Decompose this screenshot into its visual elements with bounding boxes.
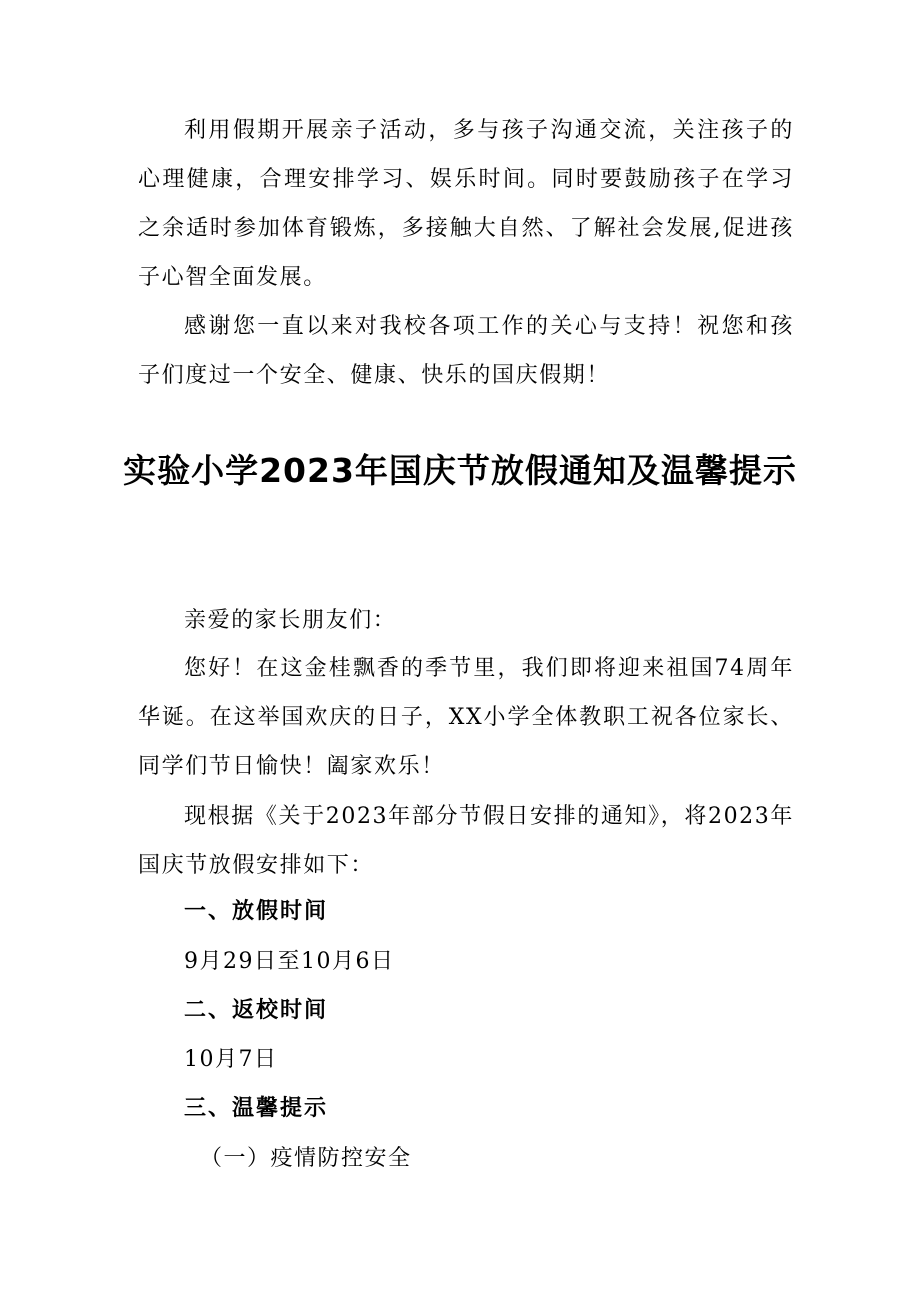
document-title: 实验小学2023年国庆节放假通知及温馨提示 (123, 451, 797, 490)
paragraph-intro: 您好！在这金桂飘香的季节里，我们即将迎来祖国74周年华诞。在这举国欢庆的日子，XX小学全体教职工祝各位家长、同学们节日愉快！阖家欢乐！ (138, 656, 794, 779)
paragraph-parent-child-activities: 利用假期开展亲子活动，多与孩子沟通交流，关注孩子的心理健康，合理安排学习、娱乐时间。同时要鼓励孩子在学习之余适时参加体育锻炼，多接触大自然、了解社会发展,促进孩子心智全面发展。 (138, 118, 794, 290)
subsection-epidemic-prevention: （一）疫情防控安全 (200, 1146, 412, 1171)
section-heading-return-time: 二、返校时间 (184, 998, 329, 1023)
greeting: 亲爱的家长朋友们： (184, 608, 397, 633)
section-heading-holiday-time: 一、放假时间 (184, 899, 329, 924)
return-date: 10月7日 (184, 1047, 278, 1072)
paragraph-basis: 现根据《关于2023年部分节假日安排的通知》，将2023年国庆节放假安排如下： (138, 804, 794, 878)
paragraph-thanks: 感谢您一直以来对我校各项工作的关心与支持！祝您和孩子们度过一个安全、健康、快乐的国庆假期！ (138, 314, 794, 388)
holiday-dates: 9月29日至10月6日 (184, 949, 395, 974)
section-heading-tips: 三、温馨提示 (184, 1096, 329, 1121)
